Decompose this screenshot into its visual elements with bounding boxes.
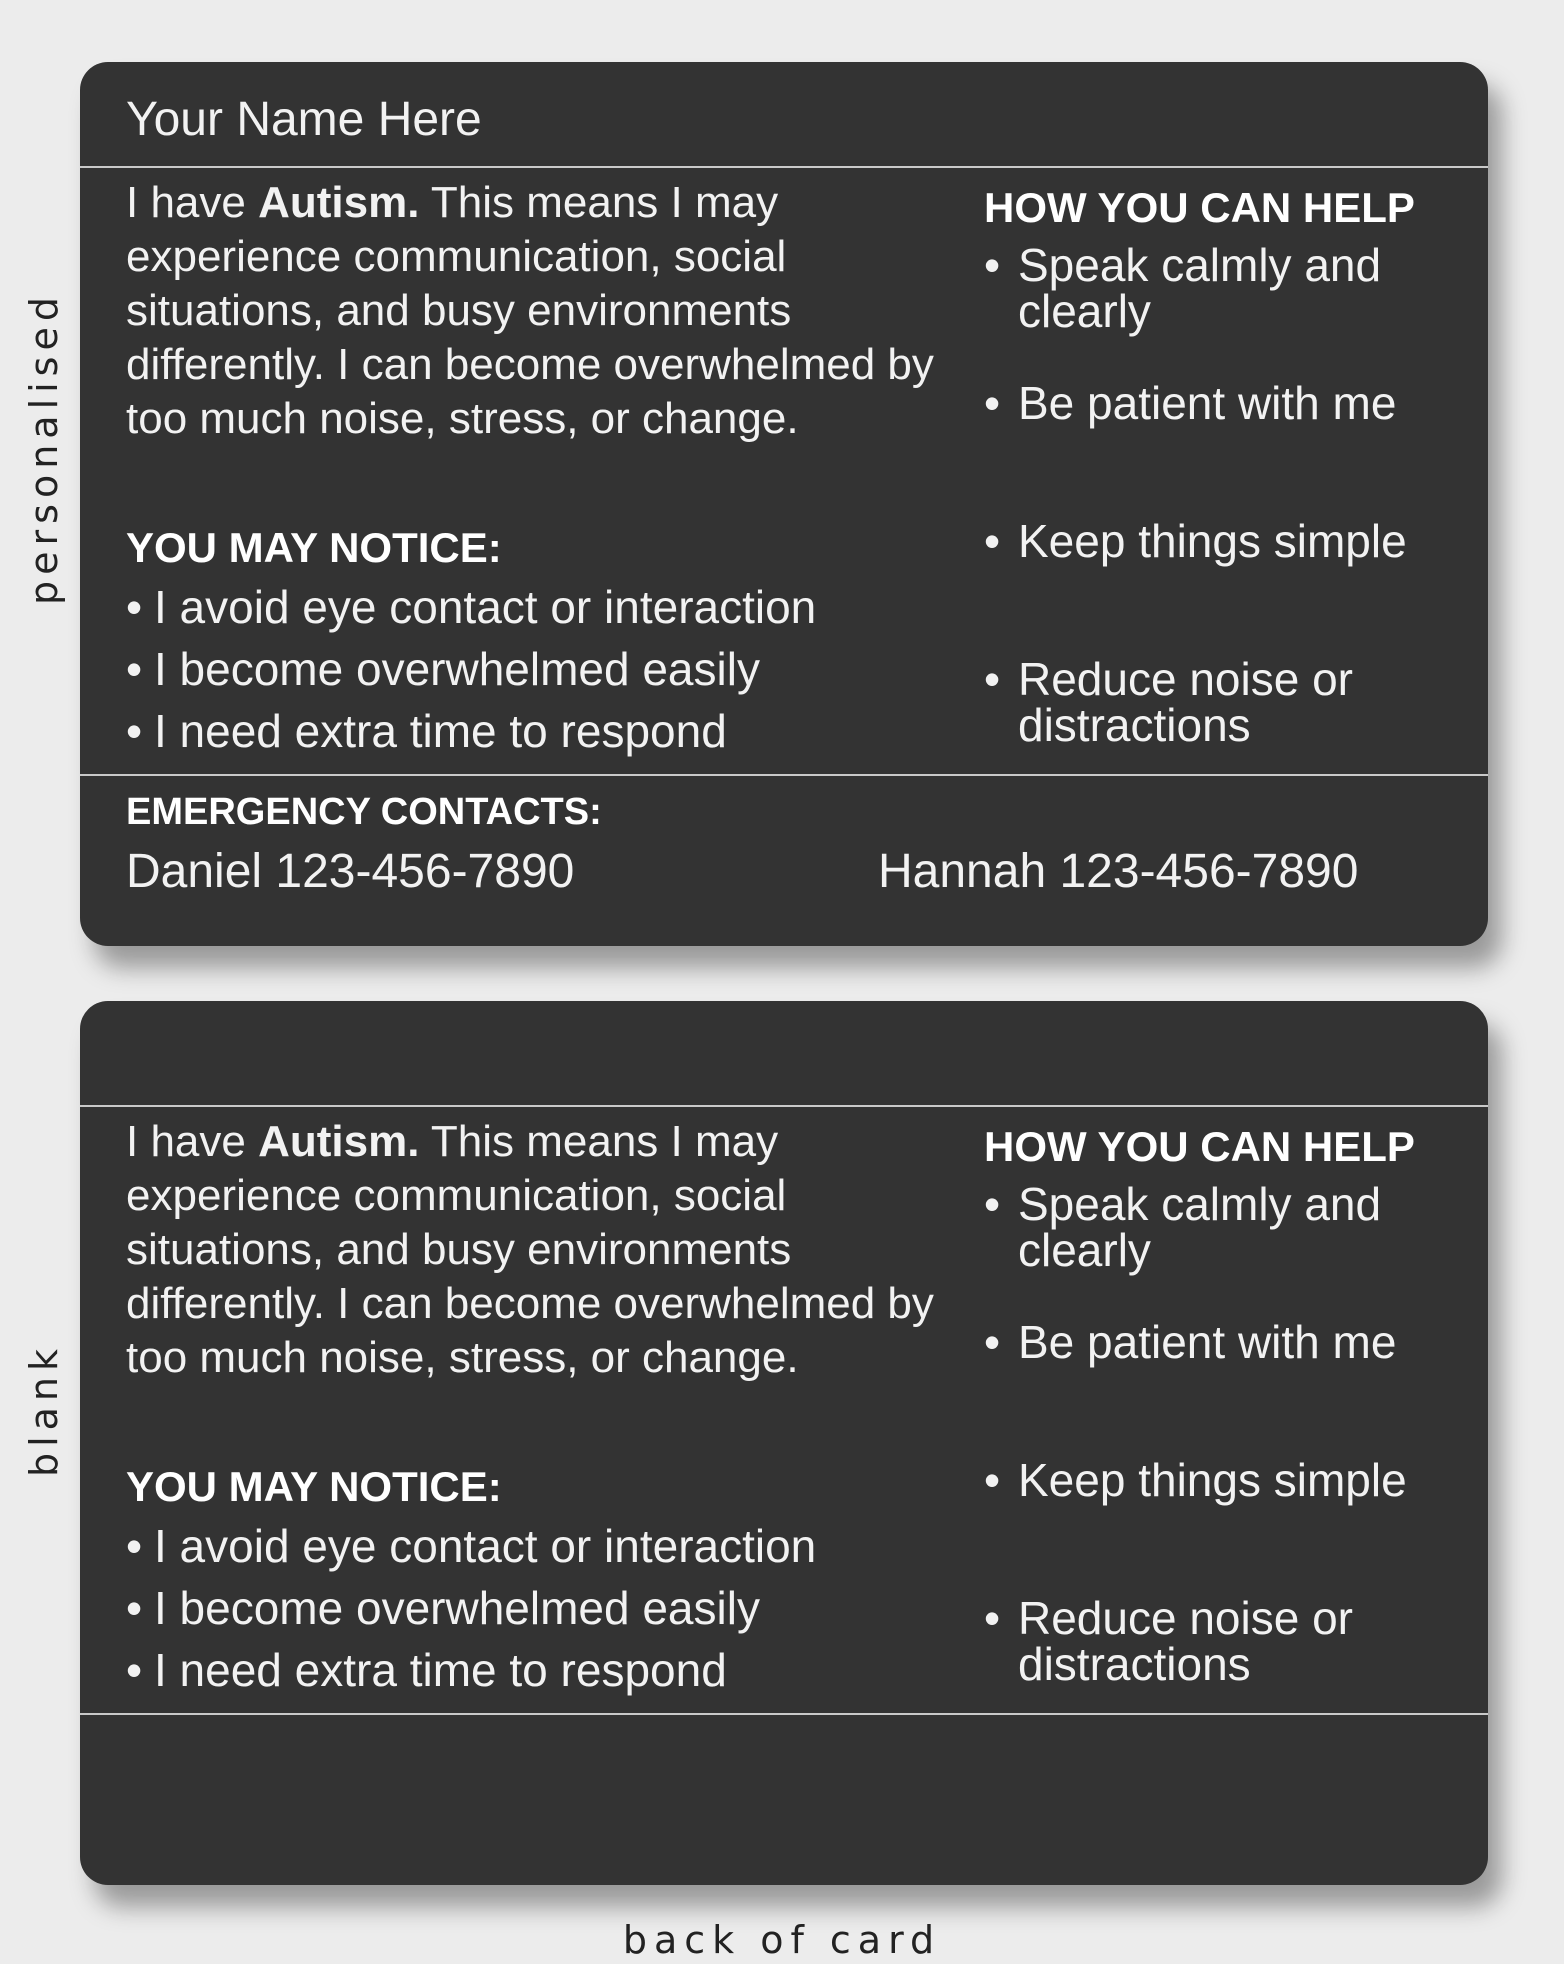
personalised-label: personalised	[22, 291, 66, 605]
bullet: •	[984, 1454, 1001, 1506]
notice-list	[126, 1515, 816, 1701]
footer-divider	[80, 774, 1488, 776]
intro-rest: This means I may experience communication, social situations, and busy environments differently. I can become overwhelmed by too much noise, stress, or change.	[126, 1117, 934, 1382]
bullet: •	[984, 653, 1001, 705]
personalised-card	[80, 62, 1488, 946]
card-name: Your Name Here	[126, 93, 482, 146]
intro-bold: Autism.	[258, 1117, 420, 1166]
emergency-heading: EMERGENCY CONTACTS:	[126, 791, 602, 833]
intro-paragraph	[126, 1115, 946, 1385]
help-list	[984, 239, 1454, 794]
help-item: • Speak calmly and clearly	[984, 239, 1382, 337]
help-item: • Reduce noise or distractions	[984, 653, 1353, 751]
notice-heading: YOU MAY NOTICE:	[126, 1463, 502, 1510]
emergency-contact: Hannah 123-456-7890	[878, 845, 1359, 898]
intro-paragraph	[126, 176, 946, 446]
help-item: • Keep things simple	[984, 1454, 1407, 1506]
header-divider	[80, 1105, 1488, 1107]
bullet: •	[984, 377, 1001, 429]
notice-heading: YOU MAY NOTICE:	[126, 524, 502, 571]
intro-prefix: I have	[126, 178, 259, 227]
intro-prefix: I have	[126, 1117, 259, 1166]
bullet: •	[126, 1644, 143, 1696]
help-item: • Keep things simple	[984, 515, 1407, 567]
bullet: •	[984, 1316, 1001, 1368]
notice-item: • I avoid eye contact or interaction	[126, 576, 816, 638]
help-heading: HOW YOU CAN HELP	[984, 184, 1415, 231]
notice-item: • I need extra time to respond	[126, 1639, 816, 1701]
blank-card	[80, 1001, 1488, 1885]
notice-item: • I need extra time to respond	[126, 700, 816, 762]
bullet: •	[984, 515, 1001, 567]
notice-item: • I become overwhelmed easily	[126, 1577, 816, 1639]
bullet: •	[126, 1582, 143, 1634]
help-list	[984, 1178, 1454, 1733]
bullet: •	[126, 705, 143, 757]
notice-item: • I become overwhelmed easily	[126, 638, 816, 700]
notice-list	[126, 576, 816, 762]
help-item: • Speak calmly and clearly	[984, 1178, 1382, 1276]
bullet: •	[984, 239, 1001, 291]
blank-label: blank	[22, 1342, 66, 1478]
bullet: •	[984, 1178, 1001, 1230]
bullet: •	[126, 643, 143, 695]
intro-bold: Autism.	[258, 178, 420, 227]
help-item: • Be patient with me	[984, 377, 1397, 429]
notice-item: • I avoid eye contact or interaction	[126, 1515, 816, 1577]
footer-divider	[80, 1713, 1488, 1715]
emergency-contact: Daniel 123-456-7890	[126, 845, 575, 898]
bullet: •	[126, 581, 143, 633]
help-item: • Be patient with me	[984, 1316, 1397, 1368]
intro-rest: This means I may experience communication, social situations, and busy environments differently. I can become overwhelmed by too much noise, stress, or change.	[126, 178, 934, 443]
help-heading: HOW YOU CAN HELP	[984, 1123, 1415, 1170]
header-divider	[80, 166, 1488, 168]
help-item: • Reduce noise or distractions	[984, 1592, 1353, 1690]
back-of-card-label: back of card	[622, 1918, 942, 1962]
bullet: •	[984, 1592, 1001, 1644]
bullet: •	[126, 1520, 143, 1572]
